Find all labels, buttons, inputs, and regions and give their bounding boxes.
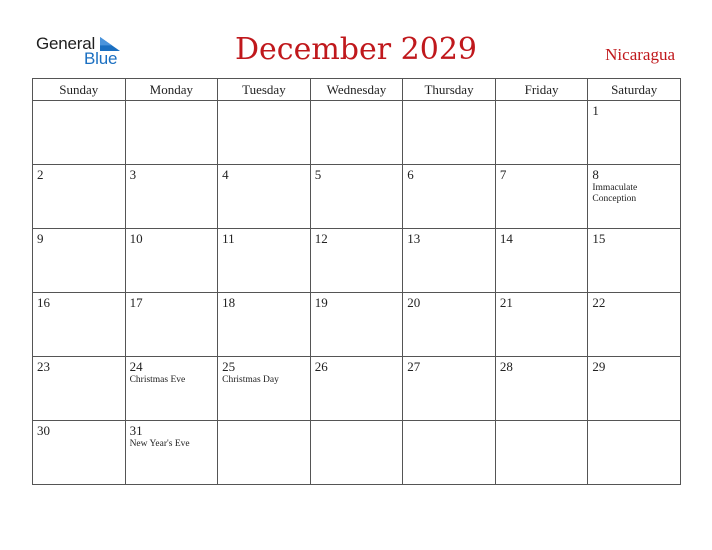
week-row: [33, 229, 681, 293]
day-cell: [218, 421, 311, 485]
week-row: [33, 165, 681, 229]
weekday-header: Tuesday: [218, 79, 311, 101]
day-number: 24: [129, 359, 143, 374]
day-cell: [495, 421, 588, 485]
day-number: 2: [37, 167, 44, 182]
day-number: 10: [129, 231, 143, 246]
day-cell: [125, 293, 218, 357]
day-cell: [33, 293, 126, 357]
day-number: 23: [37, 359, 50, 374]
day-number: 14: [499, 231, 513, 246]
day-cell: [218, 101, 311, 165]
day-cell: [125, 101, 218, 165]
day-cell: [310, 421, 403, 485]
day-number: [403, 101, 495, 104]
day-number: [311, 101, 403, 104]
day-cell: [33, 357, 126, 421]
day-number: 21: [499, 295, 513, 310]
country-label: Nicaragua: [605, 45, 675, 64]
calendar-grid: [32, 78, 681, 485]
day-cell: [588, 165, 681, 229]
day-cell: [495, 229, 588, 293]
day-number: [403, 421, 495, 424]
day-number: 28: [499, 359, 513, 374]
day-number: 30: [37, 423, 50, 438]
weekday-header: Thursday: [403, 79, 496, 101]
day-number: 13: [407, 231, 421, 246]
day-cell: [495, 101, 588, 165]
day-cell: [33, 165, 126, 229]
day-number: 7: [499, 167, 507, 182]
day-number: 16: [37, 295, 50, 310]
day-cell: [588, 293, 681, 357]
day-number: 17: [129, 295, 143, 310]
logo-word-general: General: [36, 34, 96, 53]
day-number: 15: [592, 231, 606, 246]
day-number: 19: [314, 295, 328, 310]
day-cell: [403, 101, 496, 165]
day-cell: [125, 165, 218, 229]
logo-word-blue: Blue: [84, 49, 118, 68]
week-row: [33, 357, 681, 421]
day-cell: [310, 229, 403, 293]
day-number: 12: [314, 231, 328, 246]
day-number: 8: [592, 167, 599, 182]
weekday-header: Friday: [495, 79, 588, 101]
day-number: [218, 421, 310, 424]
day-cell: [33, 229, 126, 293]
day-number: 27: [407, 359, 421, 374]
week-row: [33, 101, 681, 165]
weekday-header-row: [33, 79, 681, 101]
day-cell: [125, 357, 218, 421]
weekday-header: Sunday: [33, 79, 126, 101]
day-number: [218, 101, 310, 104]
day-cell: [218, 357, 311, 421]
day-cell: [403, 293, 496, 357]
day-cell: [403, 357, 496, 421]
day-cell: [125, 229, 218, 293]
week-row: [33, 421, 681, 485]
day-cell: [218, 293, 311, 357]
day-cell: [403, 165, 496, 229]
holiday-label: Immaculate Conception: [592, 183, 638, 204]
day-number: 4: [222, 167, 229, 182]
day-cell: [588, 101, 681, 165]
day-cell: [495, 357, 588, 421]
day-number: 6: [407, 167, 414, 182]
day-number: [496, 421, 588, 424]
day-cell: [403, 229, 496, 293]
day-cell: [588, 421, 681, 485]
day-number: 1: [592, 103, 599, 118]
weekday-header: Wednesday: [310, 79, 403, 101]
day-number: [496, 101, 588, 104]
day-cell: [310, 357, 403, 421]
day-number: 26: [314, 359, 328, 374]
day-number: 29: [592, 359, 606, 374]
day-cell: [310, 101, 403, 165]
holiday-label: Christmas Day: [222, 375, 279, 385]
day-cell: [403, 421, 496, 485]
day-number: [33, 101, 125, 104]
holiday-label: Christmas Eve: [129, 375, 186, 385]
day-number: 9: [37, 231, 44, 246]
day-cell: [33, 101, 126, 165]
weekday-header: Saturday: [588, 79, 681, 101]
day-number: [311, 421, 403, 424]
day-cell: [495, 165, 588, 229]
weekday-header: Monday: [125, 79, 218, 101]
day-cell: [495, 293, 588, 357]
week-row: [33, 293, 681, 357]
day-number: 3: [129, 167, 137, 182]
day-number: [588, 421, 680, 424]
day-number: 31: [129, 423, 143, 438]
page-title: December 2029: [235, 32, 477, 67]
day-number: 25: [222, 359, 236, 374]
day-cell: [33, 421, 126, 485]
day-cell: [218, 165, 311, 229]
day-number: 22: [592, 295, 606, 310]
day-number: 5: [314, 167, 322, 182]
day-cell: [310, 165, 403, 229]
day-number: [126, 101, 218, 104]
day-cell: [588, 357, 681, 421]
day-number: 20: [407, 295, 421, 310]
holiday-label: New Year's Eve: [129, 439, 190, 449]
day-cell: [218, 229, 311, 293]
day-cell: [310, 293, 403, 357]
day-cell: [125, 421, 218, 485]
day-number: 18: [222, 295, 236, 310]
day-number: 11: [222, 231, 235, 246]
day-cell: [588, 229, 681, 293]
